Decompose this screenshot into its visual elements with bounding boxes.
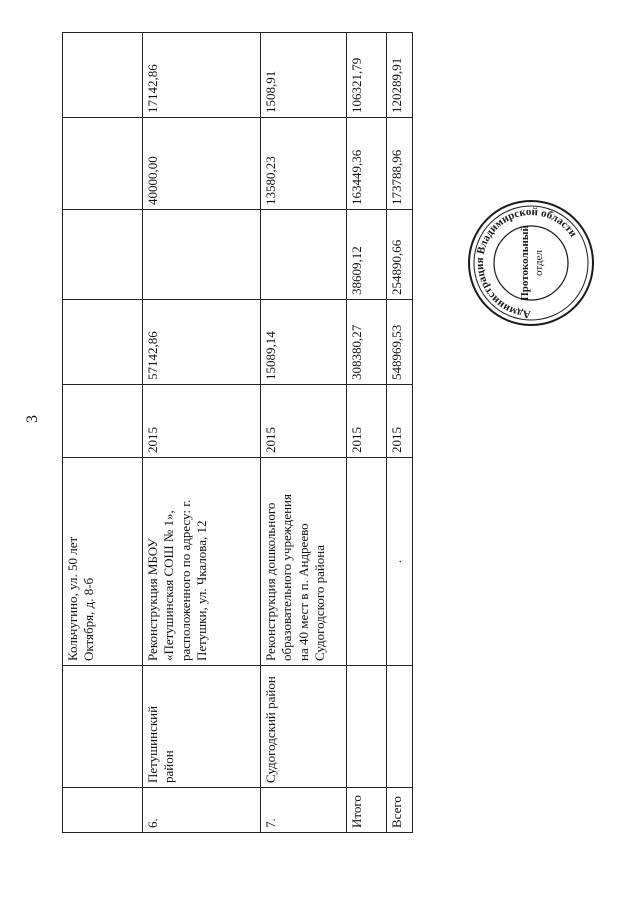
cell-value-2: 38609,12 xyxy=(347,210,387,300)
stamp-center-line2: отдел xyxy=(533,250,545,276)
cell-value-1: 57142,86 xyxy=(143,300,261,385)
cell-value-2 xyxy=(261,210,347,300)
cell-year: 2015 xyxy=(387,385,413,458)
cell-value-4: 120289,91 xyxy=(387,33,413,118)
cell-object xyxy=(347,458,387,666)
table-row xyxy=(63,33,143,833)
cell-value-1: 548969,53 xyxy=(387,300,413,385)
cell-district xyxy=(347,666,387,788)
cell-district xyxy=(63,666,143,788)
cell-value-4: 106321,79 xyxy=(347,33,387,118)
funding-table-wrapper xyxy=(62,33,412,833)
cell-value-4: 1508,91 xyxy=(261,33,347,118)
official-stamp xyxy=(466,198,596,328)
cell-value-1 xyxy=(63,300,143,385)
cell-value-3: 163449,36 xyxy=(347,118,387,210)
cell-object: Реконструкция МБОУ «Петушинская СОШ № 1», расположенного по адресу: г. Петушки, ул. Чкалова, 12 xyxy=(143,458,261,666)
stamp-ring-text: Администрация Владимирской области xyxy=(473,205,580,321)
stamp-seal-icon xyxy=(466,198,596,328)
cell-value-2: 254890,66 xyxy=(387,210,413,300)
cell-object: . xyxy=(387,458,413,666)
cell-value-3: 173788,96 xyxy=(387,118,413,210)
cell-year xyxy=(63,385,143,458)
cell-num: Итого xyxy=(347,788,387,833)
stamp-center-line1: Протокольный xyxy=(519,225,531,301)
cell-value-3 xyxy=(63,118,143,210)
table-row xyxy=(387,33,413,833)
cell-district: Петушинский район xyxy=(143,666,261,788)
cell-district xyxy=(387,666,413,788)
cell-district: Судогодский район xyxy=(261,666,347,788)
cell-year: 2015 xyxy=(347,385,387,458)
cell-num xyxy=(63,788,143,833)
cell-num: 6. xyxy=(143,788,261,833)
cell-value-1: 308380,27 xyxy=(347,300,387,385)
cell-value-1: 15089,14 xyxy=(261,300,347,385)
table-row xyxy=(261,33,347,833)
table-row xyxy=(347,33,387,833)
table-row xyxy=(143,33,261,833)
page-number: 3 xyxy=(24,415,41,423)
cell-year: 2015 xyxy=(143,385,261,458)
cell-value-2 xyxy=(63,210,143,300)
cell-year: 2015 xyxy=(261,385,347,458)
cell-value-4: 17142,86 xyxy=(143,33,261,118)
cell-value-3: 40000,00 xyxy=(143,118,261,210)
cell-num: Всего xyxy=(387,788,413,833)
cell-object: Реконструкция дошкольного образовательного учреждения на 40 мест в п. Андреево Судогодского района xyxy=(261,458,347,666)
cell-value-2 xyxy=(143,210,261,300)
cell-value-4 xyxy=(63,33,143,118)
cell-num: 7. xyxy=(261,788,347,833)
cell-value-3: 13580,23 xyxy=(261,118,347,210)
funding-table-rotator xyxy=(62,33,412,833)
cell-object: Кольчугино, ул. 50 лет Октября, д. 8-б xyxy=(63,458,143,666)
funding-table xyxy=(62,32,413,833)
